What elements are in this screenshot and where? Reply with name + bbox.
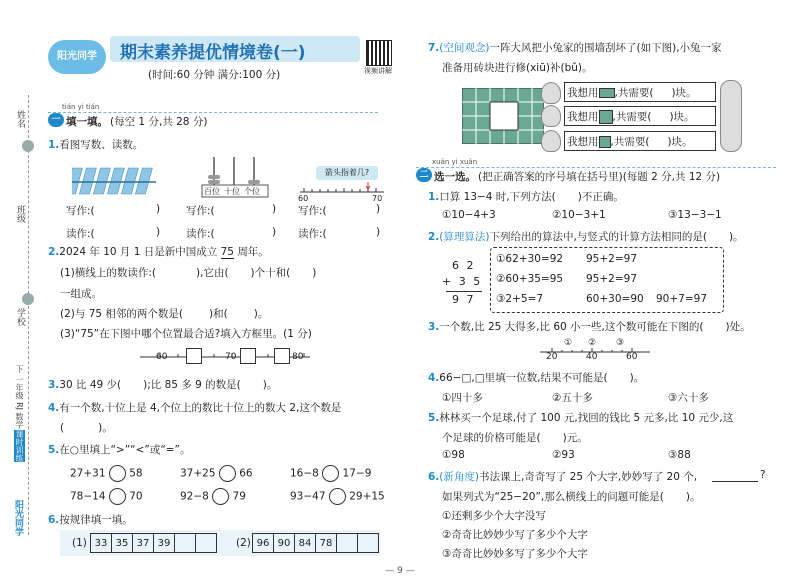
- s2q2-opt3b: 60+30=90: [586, 293, 644, 305]
- rabbit-icon: [541, 105, 561, 127]
- seq-cell: 39: [154, 534, 175, 553]
- seq-cell-blank[interactable]: [337, 534, 358, 553]
- section2-pinyin: xuǎn yi xuǎn: [432, 158, 478, 166]
- q7-line2: 准备用砖块进行修(xiū)补(bǔ)。: [442, 62, 593, 74]
- s2q3: 3.一个数,比 25 大得多,比 60 小一些,这个数可能在下图的( )处。: [428, 321, 751, 333]
- s2q1: 1.口算 13−4 时,下列方法( )不正确。: [428, 191, 624, 203]
- section1-title: 填一填。: [66, 116, 108, 128]
- seq-cell: 37: [133, 534, 154, 553]
- ruler-right-label: 70: [372, 194, 383, 203]
- vertical-calc-result: 9 7: [452, 293, 476, 306]
- s2q2-opt3a[interactable]: ③2+5=7: [496, 293, 544, 305]
- tick-70: 70: [225, 352, 237, 362]
- seq-cell: 90: [274, 534, 295, 553]
- q5-row1-c: 16−8 17−9: [290, 465, 371, 482]
- seq-cell: 35: [112, 534, 133, 553]
- s2q4-opt3[interactable]: ③六十多: [668, 392, 709, 404]
- section2-rule: [416, 167, 776, 168]
- mark-1: ①: [564, 338, 573, 348]
- punch-hole: [22, 293, 34, 305]
- rabbit-icon: [541, 130, 561, 152]
- name-label: 姓名: [15, 110, 25, 128]
- vertical-calc-line: [446, 291, 482, 292]
- write-label-3: 写作:(: [298, 205, 327, 217]
- q2-sub1: (1)横线上的数读作:( ),它由( )个十和( ): [60, 267, 317, 279]
- s2q2-opt1b: 95+2=97: [586, 253, 637, 265]
- s2q6-qmark: ?: [760, 469, 766, 481]
- s2q5-opt1[interactable]: ①98: [442, 449, 465, 461]
- q1: 1.看图写数、读数。: [48, 139, 144, 151]
- section2-badge: 二: [416, 168, 432, 182]
- write-close-1: ): [156, 203, 161, 215]
- class-label: 班级: [15, 205, 25, 223]
- tick-40: 40: [586, 352, 598, 362]
- answer-box[interactable]: [186, 348, 202, 364]
- section2-note: (把正确答案的序号填在括号里)(每题 2 分,共 12 分): [478, 171, 721, 183]
- s2q2-opt2b: 95+2=97: [586, 273, 637, 285]
- vertical-calc-top: 6 2: [452, 259, 476, 272]
- write-label-2: 写作:(: [186, 205, 215, 217]
- q2-sub1-end: 一组成。: [60, 288, 102, 300]
- tick-60: 60: [626, 352, 638, 362]
- mark-2: ②: [588, 338, 597, 348]
- abacus-label-tens: 十位: [224, 187, 240, 196]
- s2q2: 2.(算理算法)下列给出的算法中,与竖式的计算方法相同的是( )。: [428, 231, 744, 243]
- seq-cell-blank[interactable]: [196, 534, 217, 553]
- section1-badge: 一: [48, 113, 64, 127]
- section1-rule: [48, 112, 378, 113]
- s2q5-line2: 个足球的价格可能是( )元。: [442, 432, 588, 444]
- seq2-label: (2): [236, 537, 251, 549]
- read-label-1: 读作:(: [66, 228, 95, 240]
- broken-wall-image: [462, 88, 544, 144]
- tick-80: 80: [292, 352, 304, 362]
- tick-60: 60: [156, 352, 168, 362]
- rabbit-icon: [541, 82, 561, 104]
- page-subtitle: (时间:60 分钟 满分:100 分): [148, 69, 281, 81]
- s2q2-opt1a[interactable]: ①62+30=92: [496, 253, 564, 265]
- s2q2-opt3c: 90+7=97: [656, 293, 707, 305]
- answer-box[interactable]: [274, 348, 290, 364]
- s2q6-line2: 如果列式为“25−20”,那么横线上的问题可能是( )。: [442, 491, 701, 503]
- logo: 阳光同学: [48, 40, 106, 74]
- q7-row2-text: 我想用 ,共需要( )块。: [567, 111, 695, 123]
- qr-label: 视频讲解: [364, 67, 392, 75]
- q5-row2-c: 93−47 29+15: [290, 488, 385, 505]
- s2q1-opt3[interactable]: ③13−3−1: [668, 209, 722, 221]
- write-close-3: ): [376, 203, 381, 215]
- s2q6-opt1[interactable]: ①还剩多少个大字没写: [442, 510, 546, 522]
- s2q4-opt1[interactable]: ①四十多: [442, 392, 483, 404]
- s2q4: 4.66−□,□里填一位数,结果不可能是( )。: [428, 372, 645, 384]
- read-close-1: ): [156, 226, 161, 238]
- q2-sub2: (2)与 75 相邻的两个数是( )和( )。: [60, 308, 269, 320]
- q7-row3-text: 我想用 ,共需要( )块。: [567, 136, 693, 148]
- seq-cell: 78: [316, 534, 337, 553]
- rabbit-icon: [720, 80, 742, 152]
- s2q2-opt2a[interactable]: ②60+35=95: [496, 273, 564, 285]
- s2q5: 5.林林买一个足球,付了 100 元,找回的钱比 5 元多,比 10 元少,这: [428, 412, 734, 424]
- section1-note: (每空 1 分,共 28 分): [110, 116, 208, 128]
- tick-20: 20: [546, 352, 558, 362]
- q6: 6.按规律填一填。: [48, 514, 133, 526]
- s2q6: 6.(新角度)书法课上,奇奇写了 25 个大字,妙妙写了 20 个,: [428, 471, 698, 483]
- s2q1-opt2[interactable]: ②10−3+1: [552, 209, 606, 221]
- mark-3: ③: [616, 338, 625, 348]
- q5: 5.在○里填上“>”“<”或“=”。: [48, 444, 191, 456]
- write-label-1: 写作:(: [66, 205, 95, 217]
- seq1-table: [90, 533, 217, 553]
- abacus-label-ones: 个位: [244, 187, 260, 196]
- read-close-2: ): [272, 226, 277, 238]
- read-label-3: 读作:(: [298, 228, 327, 240]
- q5-row1-b: 37+25 66: [180, 465, 253, 482]
- s2q5-opt2[interactable]: ②93: [552, 449, 575, 461]
- q7: 7.(空间观念)一阵大风把小兔家的围墙刮坏了(如下图),小兔一家: [428, 42, 722, 54]
- seq-cell-blank[interactable]: [175, 534, 196, 553]
- ruler-left-label: 60: [298, 194, 309, 203]
- q7-row1-text: 我想用 ,共需要( )块。: [567, 87, 697, 99]
- qr-code[interactable]: [366, 40, 392, 66]
- q4: 4.有一个数,十位上是 4,个位上的数比十位上的数大 2,这个数是: [48, 402, 342, 414]
- s2q6-opt2[interactable]: ②奇奇比妙妙少写了多少个大字: [442, 529, 588, 541]
- q3: 3.30 比 49 少( );比 85 多 9 的数是( )。: [48, 379, 278, 391]
- s2q6-opt3[interactable]: ③奇奇比妙妙多写了多少个大字: [442, 548, 588, 560]
- q4-line2: ( )。: [60, 422, 113, 434]
- q5-row2-a: 78−14 70: [70, 488, 143, 505]
- read-close-3: ): [376, 226, 381, 238]
- punch-hole: [22, 140, 34, 152]
- seq-cell: 96: [253, 534, 274, 553]
- seq-cell-blank[interactable]: [358, 534, 379, 553]
- section1-pinyin: tián yi tián: [62, 103, 100, 111]
- s2q1-opt1[interactable]: ①10−4+3: [442, 209, 496, 221]
- q5-row1-a: 27+31 58: [70, 465, 143, 482]
- s2q4-opt2[interactable]: ②五十多: [552, 392, 593, 404]
- q5-row2-b: 92−8 79: [180, 488, 246, 505]
- read-label-2: 读作:(: [186, 228, 215, 240]
- vertical-calc-mid: + 3 5: [442, 275, 483, 288]
- arrow-question: 箭头指着几?: [316, 166, 378, 180]
- q2: 2.2024 年 10 月 1 日是新中国成立 75 周年。: [48, 246, 269, 258]
- q2-sub3: (3)“75”在下图中哪个位置最合适?填入方框里。(1 分): [60, 328, 312, 340]
- side-logo: 阳光同学: [13, 500, 23, 536]
- page-number: — 9 —: [385, 566, 415, 576]
- seq-cell: 84: [295, 534, 316, 553]
- abacus-label-hundreds: 百位: [204, 187, 220, 196]
- sticks-image: [72, 162, 162, 196]
- answer-box[interactable]: [240, 348, 256, 364]
- question-blank-line[interactable]: [712, 481, 758, 482]
- grade-label: 下 一年级 RJ 数学: [15, 365, 24, 429]
- s2q5-opt3[interactable]: ③88: [668, 449, 691, 461]
- seq-cell: 33: [91, 534, 112, 553]
- seq1-label: (1): [72, 537, 87, 549]
- section2-title: 选一选。: [434, 171, 476, 183]
- write-close-2: ): [272, 203, 277, 215]
- page-title: 期末素养提优情境卷(一): [120, 43, 306, 63]
- tag-label: 课时训练: [15, 430, 24, 462]
- school-label: 学校: [15, 308, 25, 326]
- seq2-table: [252, 533, 379, 553]
- binding-line: [28, 95, 30, 535]
